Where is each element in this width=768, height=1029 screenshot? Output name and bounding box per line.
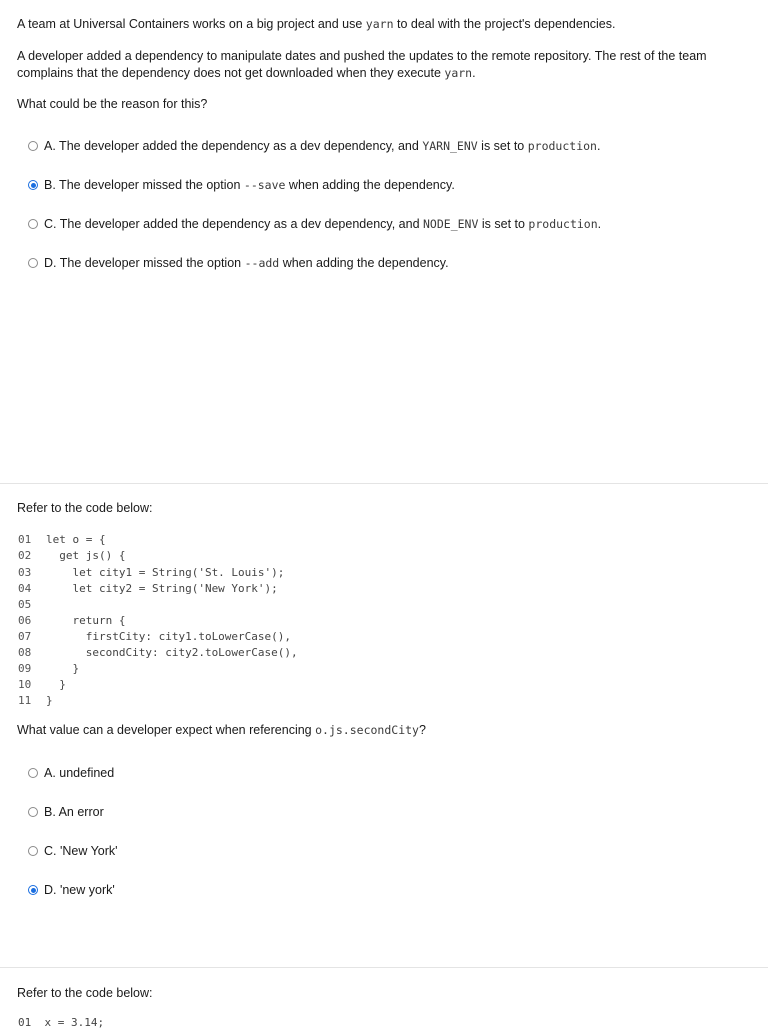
- q2-question: What value can a developer expect when referencing o.js.secondCity?: [17, 723, 426, 737]
- q1-option-d-label: D. The developer missed the option --add when adding the dependency.: [44, 256, 449, 270]
- radio-button-selected[interactable]: [28, 885, 38, 895]
- code-line: 06 return {: [18, 614, 126, 627]
- q2-option-c[interactable]: [28, 844, 118, 858]
- q2-intro: Refer to the code below:: [17, 501, 153, 515]
- q1-option-a[interactable]: [28, 139, 600, 153]
- code-line: 10 }: [18, 678, 66, 691]
- code-line: 11 }: [18, 694, 53, 707]
- q2-option-a[interactable]: [28, 766, 114, 780]
- question-divider: [0, 483, 768, 484]
- q2-option-a-label: A. undefined: [44, 766, 115, 780]
- q1-option-a-label: A. The developer added the dependency as a dev dependency, and YARN_ENV is set to production.: [44, 139, 601, 153]
- code-line: 01 x = 3.14;: [18, 1016, 105, 1029]
- radio-button[interactable]: [28, 807, 38, 817]
- code-line: 07 firstCity: city1.toLowerCase(),: [18, 630, 292, 643]
- code-line: 03 let city1 = String('St. Louis');: [18, 566, 285, 579]
- radio-button[interactable]: [28, 846, 38, 856]
- q1-question: What could be the reason for this?: [17, 97, 208, 111]
- q2-option-b[interactable]: [28, 805, 104, 819]
- code-line: 01 let o = {: [18, 533, 106, 546]
- q1-option-b[interactable]: [28, 178, 455, 192]
- q1-option-c[interactable]: [28, 217, 601, 231]
- q3-intro: Refer to the code below:: [17, 986, 153, 1000]
- q2-option-b-label: B. An error: [44, 805, 104, 819]
- q1-intro: A team at Universal Containers works on a big project and use yarn to deal with the project's dependencies.: [17, 17, 616, 31]
- q1-option-b-label: B. The developer missed the option --save when adding the dependency.: [44, 178, 455, 192]
- radio-button[interactable]: [28, 258, 38, 268]
- q1-option-d[interactable]: [28, 256, 449, 270]
- radio-button[interactable]: [28, 141, 38, 151]
- code-line: 05: [18, 598, 32, 611]
- q1-body: A developer added a dependency to manipulate dates and pushed the updates to the remote repository. The rest of the team complains that the dependency does not get downloaded when they execute yarn.: [17, 49, 707, 80]
- question-divider: [0, 967, 768, 968]
- radio-button-selected[interactable]: [28, 180, 38, 190]
- radio-button[interactable]: [28, 219, 38, 229]
- code-line: 08 secondCity: city2.toLowerCase(),: [18, 646, 298, 659]
- q2-option-d-label: D. 'new york': [44, 883, 115, 897]
- radio-button[interactable]: [28, 768, 38, 778]
- code-line: 09 }: [18, 662, 80, 675]
- q2-option-c-label: C. 'New York': [44, 844, 118, 858]
- code-line: 04 let city2 = String('New York');: [18, 582, 278, 595]
- code-line: 02 get js() {: [18, 549, 126, 562]
- q2-option-d[interactable]: [28, 883, 115, 897]
- q1-option-c-label: C. The developer added the dependency as a dev dependency, and NODE_ENV is set to production.: [44, 217, 602, 231]
